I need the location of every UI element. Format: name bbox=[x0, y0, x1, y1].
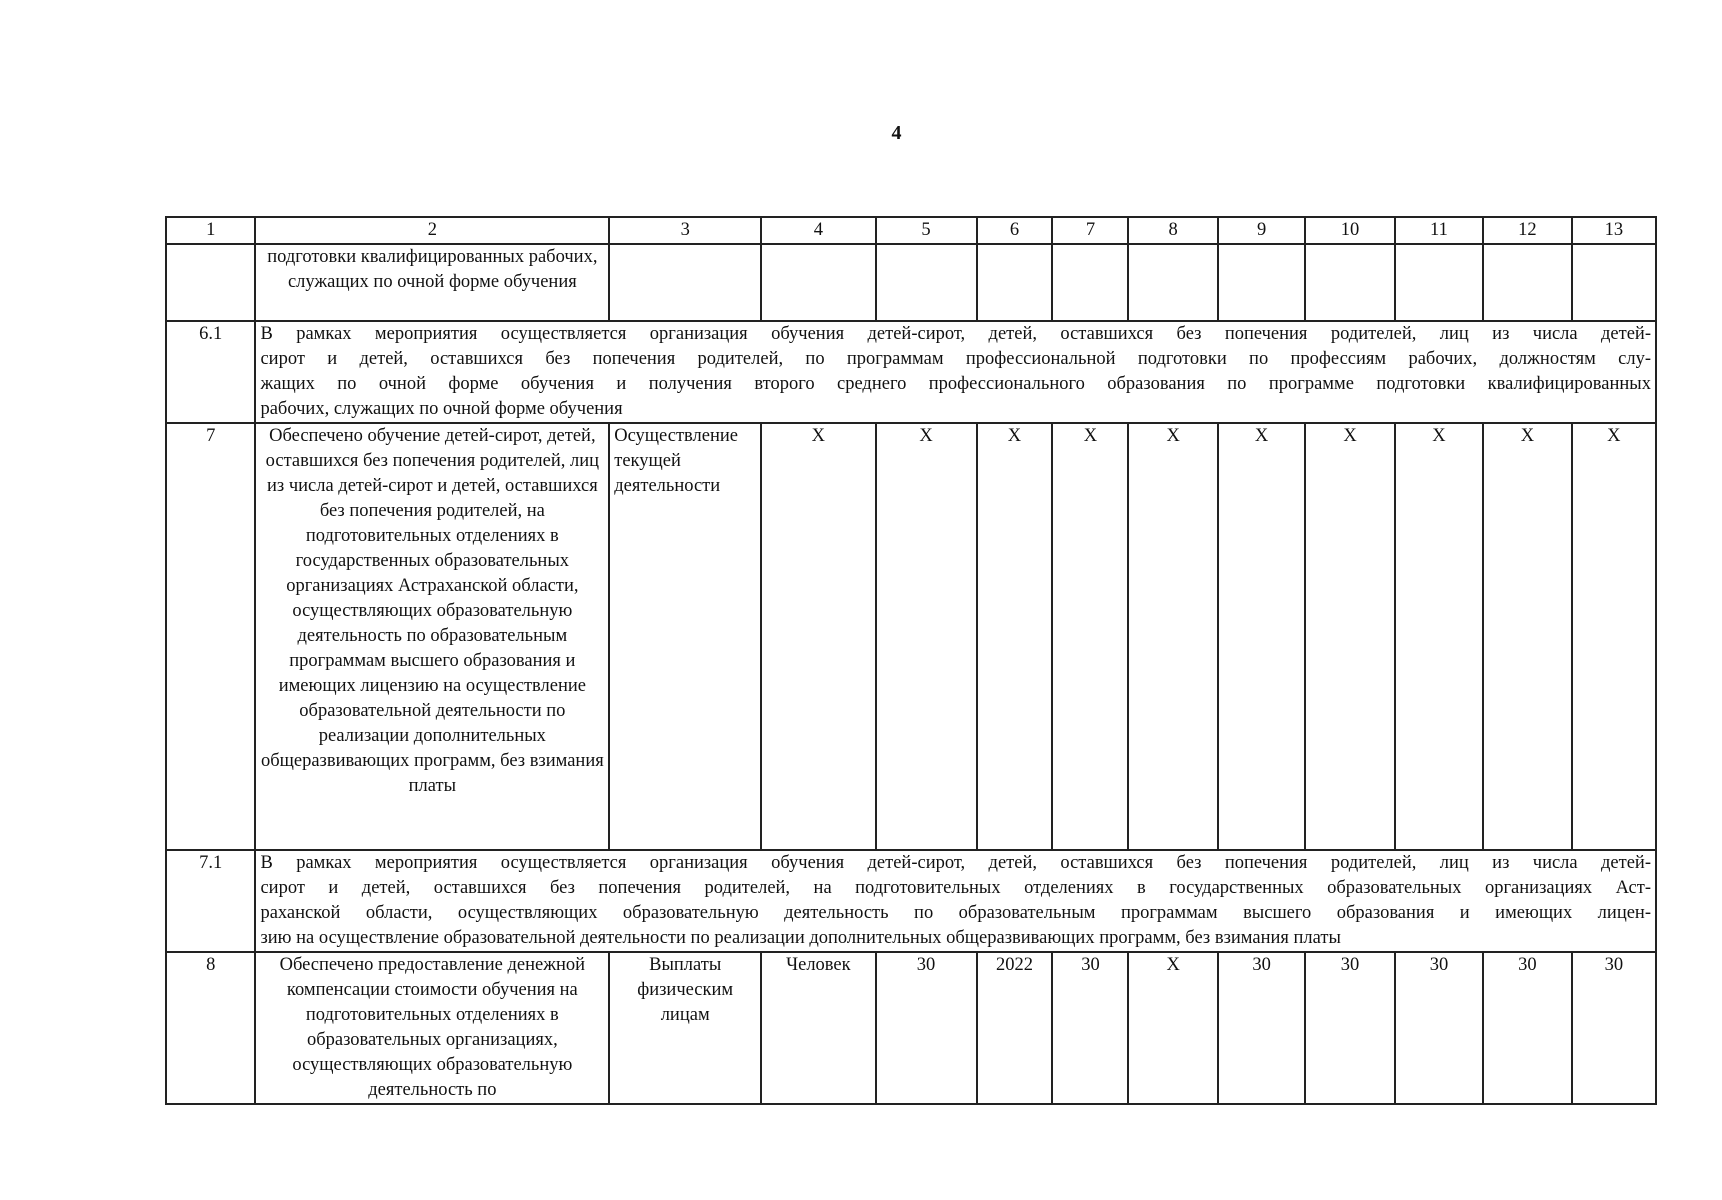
header-cell: 7 bbox=[1052, 217, 1128, 244]
table-row-8 bbox=[166, 952, 1656, 1104]
header-cell: 12 bbox=[1483, 217, 1571, 244]
table-cell: Человек bbox=[761, 952, 875, 1104]
table-cell bbox=[1052, 244, 1128, 321]
table-cell: X bbox=[1572, 423, 1656, 850]
header-cell: 4 bbox=[761, 217, 875, 244]
header-cell: 6 bbox=[977, 217, 1053, 244]
header-cell: 1 bbox=[166, 217, 255, 244]
table-row-continuation bbox=[166, 244, 1656, 321]
table-cell: X bbox=[1052, 423, 1128, 850]
table-cell bbox=[1305, 244, 1394, 321]
table-cell: X bbox=[1305, 423, 1394, 850]
table-cell: X bbox=[1128, 423, 1217, 850]
table-cell bbox=[876, 244, 977, 321]
row-number: 8 bbox=[166, 952, 255, 1104]
table-cell bbox=[761, 244, 875, 321]
table-cell: 2022 bbox=[977, 952, 1053, 1104]
table-cell bbox=[166, 244, 255, 321]
header-cell: 5 bbox=[876, 217, 977, 244]
description-line: жащих по очной форме обучения и получения второго среднего профессионального образования по программе подготовки квалифицированных bbox=[260, 374, 1651, 394]
header-cell: 9 bbox=[1218, 217, 1305, 244]
description-line: В рамках мероприятия осуществляется организация обучения детей-сирот, детей, оставшихся без попечения родителей, лиц из числа детей- bbox=[260, 853, 1651, 873]
description-line: сирот и детей, оставшихся без попечения родителей, по программам профессиональной подготовки по профессиям рабочих, должностям слу- bbox=[260, 349, 1651, 369]
table-cell bbox=[1128, 244, 1217, 321]
table-row-7 bbox=[166, 423, 1656, 850]
table-cell bbox=[1572, 244, 1656, 321]
table-cell: 30 bbox=[1572, 952, 1656, 1104]
table-cell: X bbox=[1128, 952, 1217, 1104]
activity-description bbox=[255, 850, 1656, 952]
row-description: подготовки квалифицированных рабочих, служащих по очной форме обучения bbox=[255, 244, 609, 321]
table-cell bbox=[1483, 244, 1571, 321]
header-cell: 3 bbox=[609, 217, 761, 244]
row-payment-type: Осуществление текущей деятельности bbox=[609, 423, 761, 850]
plan-table bbox=[165, 216, 1657, 1105]
table-cell: 30 bbox=[1052, 952, 1128, 1104]
table-cell bbox=[977, 244, 1053, 321]
table-cell: X bbox=[876, 423, 977, 850]
row-payment-type: Выплаты физическим лицам bbox=[609, 952, 761, 1104]
table-cell bbox=[1218, 244, 1305, 321]
description-line: В рамках мероприятия осуществляется организация обучения детей-сирот, детей, оставшихся без попечения родителей, лиц из числа детей- bbox=[260, 324, 1651, 344]
activity-description bbox=[255, 321, 1656, 423]
table-cell: X bbox=[977, 423, 1053, 850]
row-number: 7 bbox=[166, 423, 255, 850]
table-row-7-1 bbox=[166, 850, 1656, 952]
table-header-row bbox=[166, 217, 1656, 244]
row-number: 6.1 bbox=[166, 321, 255, 423]
table-cell: X bbox=[1483, 423, 1571, 850]
table-cell: 30 bbox=[876, 952, 977, 1104]
table-cell: X bbox=[1218, 423, 1305, 850]
table-row-6-1 bbox=[166, 321, 1656, 423]
table-cell: X bbox=[1395, 423, 1483, 850]
row-number: 7.1 bbox=[166, 850, 255, 952]
description-line: зию на осуществление образовательной деятельности по реализации дополнительных общеразвивающих программ, без взимания платы bbox=[260, 928, 1341, 948]
description-line: раханской области, осуществляющих образовательную деятельность по образовательным программам высшего образования и имеющих лицен- bbox=[260, 903, 1651, 923]
header-cell: 10 bbox=[1305, 217, 1394, 244]
header-cell: 2 bbox=[255, 217, 609, 244]
table-cell bbox=[1395, 244, 1483, 321]
table-cell: 30 bbox=[1483, 952, 1571, 1104]
page-number: 4 bbox=[891, 122, 902, 144]
row-description: Обеспечено предоставление денежной компенсации стоимости обучения на подготовительных отделениях в образовательных организациях, осуществляющих образовательную деятельность по bbox=[255, 952, 609, 1104]
header-cell: 13 bbox=[1572, 217, 1656, 244]
description-line: рабочих, служащих по очной форме обучения bbox=[260, 399, 623, 419]
table-cell: X bbox=[761, 423, 875, 850]
table-cell bbox=[609, 244, 761, 321]
header-cell: 8 bbox=[1128, 217, 1217, 244]
table-cell: 30 bbox=[1395, 952, 1483, 1104]
table-cell: 30 bbox=[1305, 952, 1394, 1104]
row-description: Обеспечено обучение детей-сирот, детей, оставшихся без попечения родителей, лиц из числа детей-сирот и детей, оставшихся без попечения родителей, на подготовительных отделениях в государственных образовательных организациях Астраханской области, осуществляющих образовательную деятельность по образовательным программам высшего образования и имеющих лицензию на осуществление образовательной деятельности по реализации дополнительных общеразвивающих программ, без взимания платы bbox=[255, 423, 609, 850]
table-cell: 30 bbox=[1218, 952, 1305, 1104]
header-cell: 11 bbox=[1395, 217, 1483, 244]
description-line: сирот и детей, оставшихся без попечения родителей, на подготовительных отделениях в государственных образовательных организациях Аст- bbox=[260, 878, 1651, 898]
